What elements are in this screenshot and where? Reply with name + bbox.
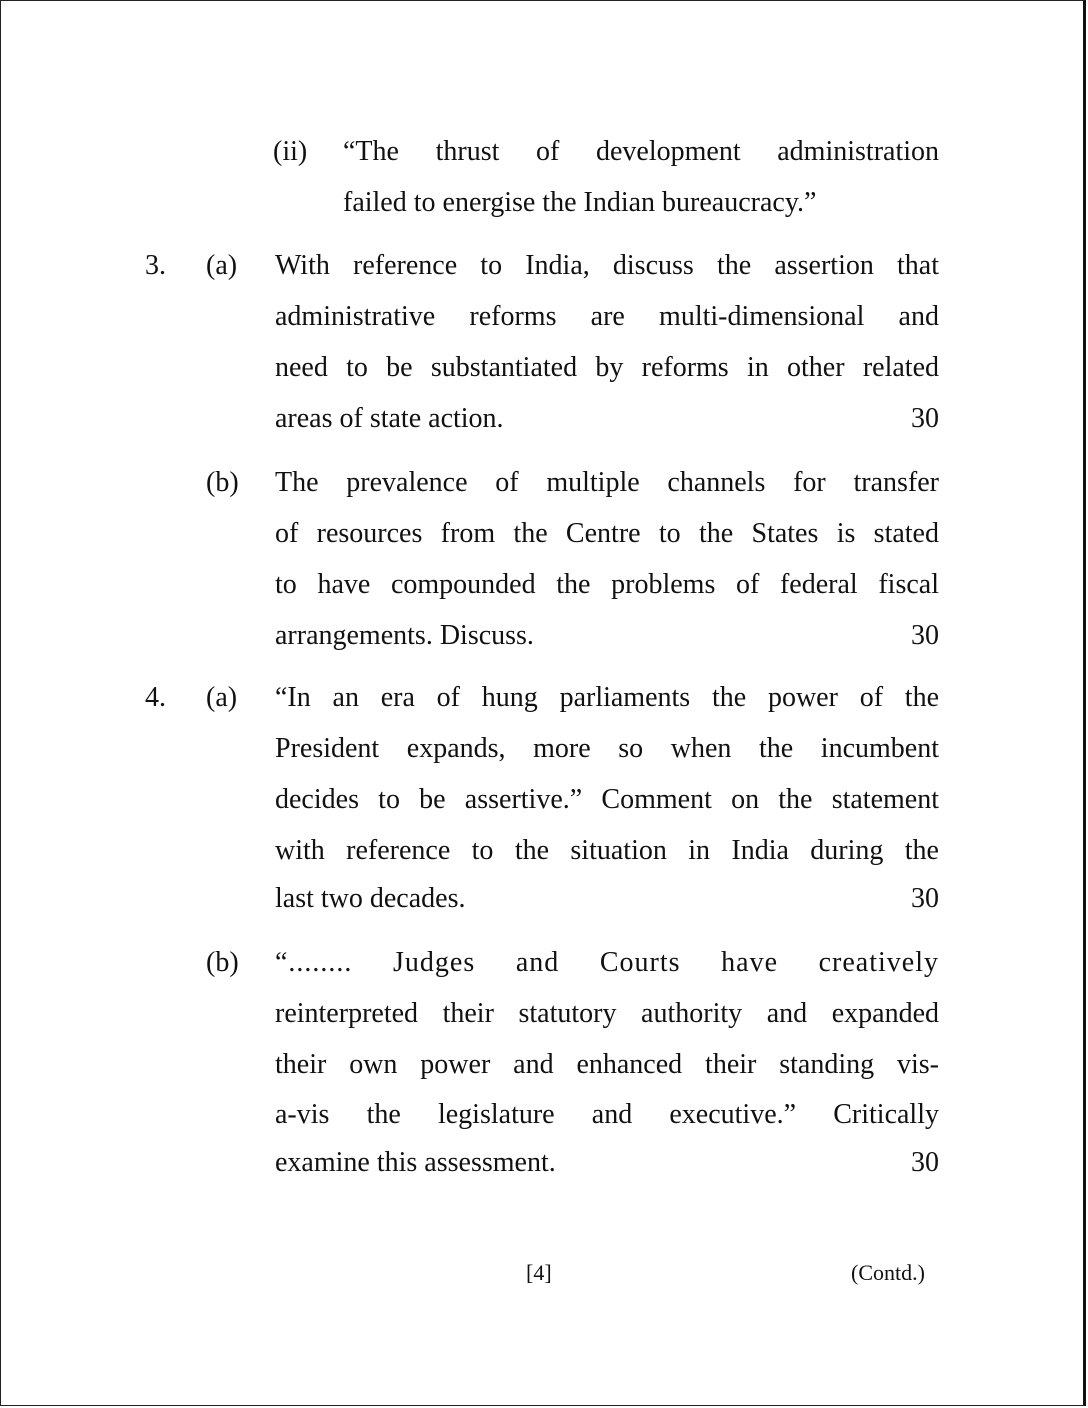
q3-part-b-line-3: to have compounded the problems of federal fiscal (275, 569, 939, 600)
q4-part-b-line-4: a-vis the legislature and executive.” Critically (275, 1099, 939, 1130)
q4-part-a-line-2: President expands, more so when the incumbent (275, 733, 939, 764)
q2-part-ii-label: (ii) (273, 136, 308, 167)
q3-part-a-marks: 30 (911, 403, 939, 434)
q4-part-b-line-2: reinterpreted their statutory authority and expanded (275, 998, 939, 1029)
q3-part-a-line-2: administrative reforms are multi-dimensional and (275, 301, 939, 332)
q3-part-a-label: (a) (206, 250, 238, 281)
q4-part-a-line-5: last two decades. (275, 883, 466, 914)
q2-part-ii-line-1: “The thrust of development administration (343, 136, 939, 167)
q4-part-a-label: (a) (206, 682, 238, 713)
q3-part-b-line-4: arrangements. Discuss. (275, 620, 534, 651)
continued-label: (Contd.) (851, 1260, 925, 1285)
q4-part-b-line-5: examine this assessment. (275, 1147, 556, 1178)
q4-part-a-line-1: “In an era of hung parliaments the power of the (275, 682, 939, 713)
q3-part-b-line-1: The prevalence of multiple channels for transfer (275, 467, 939, 498)
q3-part-b-label: (b) (206, 467, 239, 498)
q4-part-b-label: (b) (206, 947, 239, 978)
q3-part-b-line-2: of resources from the Centre to the States is stated (275, 518, 939, 549)
q4-part-a-marks: 30 (911, 883, 939, 914)
q3-part-a-line-4: areas of state action. (275, 403, 504, 434)
q4-number: 4. (145, 682, 166, 713)
q4-part-a-line-4: with reference to the situation in India during the (275, 835, 939, 866)
q3-part-a-line-1: With reference to India, discuss the assertion that (275, 250, 939, 281)
q3-part-b-marks: 30 (911, 620, 939, 651)
q2-part-ii-line-2: failed to energise the Indian bureaucracy.” (343, 187, 817, 218)
q4-part-a-line-3: decides to be assertive.” Comment on the statement (275, 784, 939, 815)
q4-part-b-marks: 30 (911, 1147, 939, 1178)
page-number: [4] (526, 1260, 552, 1285)
q3-number: 3. (145, 250, 166, 281)
q4-part-b-line-3: their own power and enhanced their standing vis- (275, 1049, 939, 1080)
q3-part-a-line-3: need to be substantiated by reforms in other related (275, 352, 939, 383)
q4-part-b-line-1: “........ Judges and Courts have creatively (275, 947, 939, 978)
